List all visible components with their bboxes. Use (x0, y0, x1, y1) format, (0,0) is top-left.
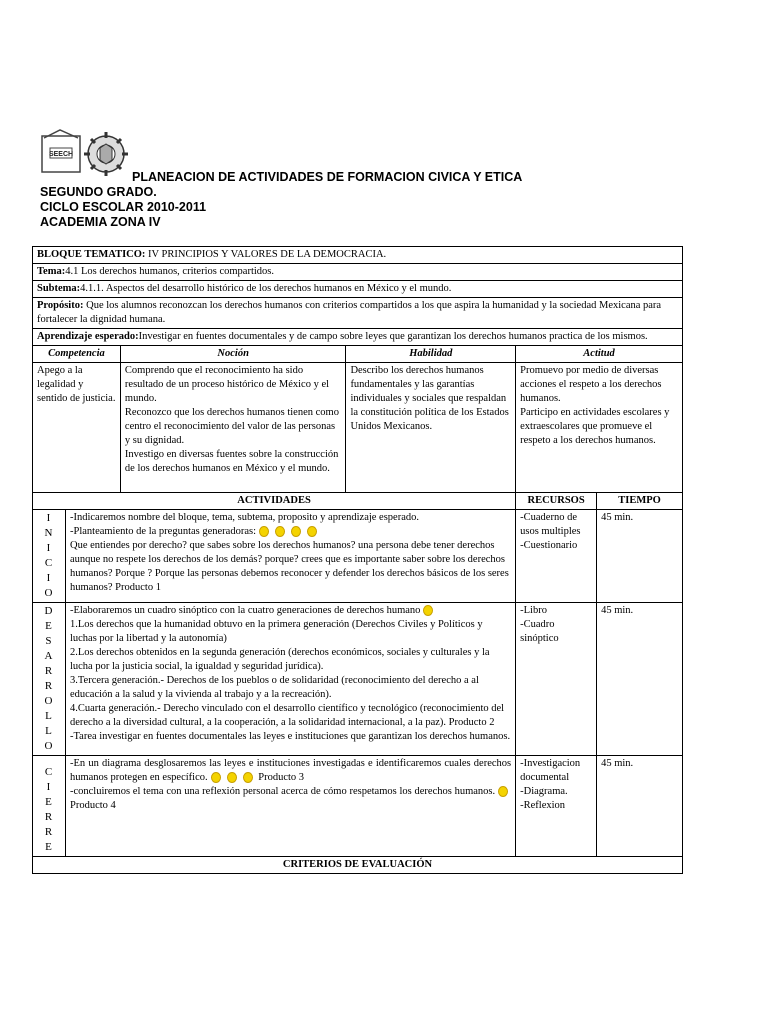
tema-row (33, 264, 683, 281)
recursos-header: RECURSOS (516, 493, 597, 510)
desarrollo-line-1: -Elaboraremos un cuadro sinóptico con la cuatro generaciones de derechos humano (70, 604, 511, 618)
desarrollo-body: 1.Los derechos que la humanidad obtuvo en la primera generación (Derechos Civiles y Políticos y luchas por la libertad y la autonomía) 2.Los derechos obtenidos en la segunda generación (derechos económicos, sociales y culturales y la lucha por la justicia social, la igualdad y seguridad jurídica). 3.Tercera generación.- Derechos de los pueblos o de solidaridad (reconocimiento del derecho a al educación a la salud y la vivienda al trabajo y a la recreación). 4.Cuarta generación.- Derecho vinculado con el desarrollo científico y tecnológico (reconocimiento del derecho a la diversidad cultural, a la cooperación, a la solidaridad internacional, a la paz). Producto 2 -Tarea investigar en fuentes documentales las leyes e instituciones que garantizan los derechos humanos. (69, 619, 511, 742)
subtema-row (33, 281, 683, 298)
inicio-line-2: -Planteamiento de la preguntas generadoras: (70, 525, 511, 539)
academy-line: ACADEMIA ZONA IV (40, 215, 161, 229)
habilidad-header: Habilidad (346, 346, 516, 363)
cierre-line-1: -En un diagrama desglosaremos las leyes e instituciones investigadas e identificaremos cuales derechos humanos protegen en específico. Producto 3 (69, 758, 512, 783)
actitud-cell: Promuevo por medio de diversas acciones el respeto a los derechos humanos. Participo en actividades escolares y extraescolares que promueve el respeto a los derechos humanos. (516, 363, 683, 493)
tiempo-header: TIEMPO (597, 493, 683, 510)
smiley-icon (423, 605, 433, 616)
nocion-cell: Comprendo que el reconocimiento ha sido resultado de un proceso histórico de México y el mundo. Reconozco que los derechos humanos tienen como centro el reconocimiento del valor de las personas y su dignidad. Investigo en diversas fuentes sobre la construcción de los derechos humanos en México y el mundo. (120, 363, 346, 493)
tema-value: 4.1 Los derechos humanos, criterios compartidos. (65, 266, 274, 277)
grade-line: SEGUNDO GRADO. (40, 185, 157, 199)
aprendizaje-row (33, 329, 683, 346)
proposito-value: Que los alumnos reconozcan los derechos humanos con criterios compartidos a los que aspira la humanidad y la sociedad Mexicana para fortalecer la dignidad humana. (37, 300, 662, 325)
smiley-icon (275, 526, 285, 537)
inicio-recursos: -Cuaderno de usos multiples -Cuestionario (516, 510, 597, 603)
aprendizaje-value: Investigar en fuentes documentales y de campo sobre leyes que garantizan los derechos humanos practica de los mismos. (138, 331, 648, 342)
inicio-label: I N I C I O (33, 510, 66, 603)
bloque-label: BLOQUE TEMATICO: (37, 249, 146, 260)
proposito-label: Propósito: (37, 300, 84, 311)
criterios-header: CRITERIOS DE EVALUACIÓN (33, 857, 683, 874)
cierre-line-2: -concluiremos el tema con una reflexión personal acerca de cómo respetamos los derechos humanos. Producto 4 (70, 785, 511, 813)
actitud-header: Actitud (516, 346, 683, 363)
subtema-value: 4.1.1. Aspectos del desarrollo histórico de los derechos humanos en México y el mundo. (80, 283, 452, 294)
cierre-label: C I E R R E (33, 756, 66, 857)
cierre-recursos: -Investigacion documental -Diagrama. -Reflexion (516, 756, 597, 857)
smiley-icon (211, 772, 221, 783)
smiley-icon (243, 772, 253, 783)
smiley-icon (498, 786, 508, 797)
smiley-icon (307, 526, 317, 537)
desarrollo-tiempo: 45 min. (597, 603, 683, 756)
activities-header-row (33, 493, 683, 510)
cierre-row (33, 756, 683, 857)
competencia-row (33, 363, 683, 493)
competencia-header: Competencia (33, 346, 121, 363)
subtema-label: Subtema: (37, 283, 81, 294)
smiley-icon (291, 526, 301, 537)
inicio-tiempo: 45 min. (597, 510, 683, 603)
document-header (40, 170, 522, 230)
habilidad-cell: Describo los derechos humanos fundamentales y las garantías individuales y sociales que respaldan la constitución política de los Estados Unidos Mexicanos. (346, 363, 516, 493)
cierre-tiempo: 45 min. (597, 756, 683, 857)
aprendizaje-label: Aprendizaje esperado: (37, 331, 139, 342)
competencia-header-row (33, 346, 683, 363)
planning-table (32, 246, 683, 874)
tema-label: Tema: (37, 266, 66, 277)
bloque-value: IV PRINCIPIOS Y VALORES DE LA DEMOCRACIA. (145, 249, 387, 260)
inicio-line-1: -Indicaremos nombre del bloque, tema, subtema, proposito y aprendizaje esperado. (69, 512, 419, 523)
smiley-icon (227, 772, 237, 783)
inicio-questions: Que entiendes por derecho? que sabes sobre los derechos humanos? una persona debe tener derechos aunque no respete los derechos de los demás? porque? crees que es importante saber sobre los derechos humanos? Porque ? Porque las personas debemos reconocer y defender los derechos básicos de los seres humanos? Producto 1 (69, 540, 509, 593)
cierre-activities (65, 756, 515, 857)
desarrollo-row (33, 603, 683, 756)
desarrollo-label: D E S A R R O L L O (33, 603, 66, 756)
desarrollo-activities (65, 603, 515, 756)
proposito-row (33, 298, 683, 329)
smiley-icon (259, 526, 269, 537)
competencia-cell: Apego a la legalidad y sentido de justicia. (33, 363, 121, 493)
document-title: PLANEACION DE ACTIVIDADES DE FORMACION CIVICA Y ETICA (132, 170, 523, 184)
cycle-line: CICLO ESCOLAR 2010-2011 (40, 200, 207, 214)
inicio-row (33, 510, 683, 603)
seech-logo-text: SEECH (48, 151, 74, 158)
criterios-row (33, 857, 683, 874)
nocion-header: Noción (120, 346, 346, 363)
desarrollo-recursos: -Libro -Cuadro sinóptico (516, 603, 597, 756)
bloque-row (33, 247, 683, 264)
actividades-header: ACTIVIDADES (33, 493, 516, 510)
inicio-activities (65, 510, 515, 603)
